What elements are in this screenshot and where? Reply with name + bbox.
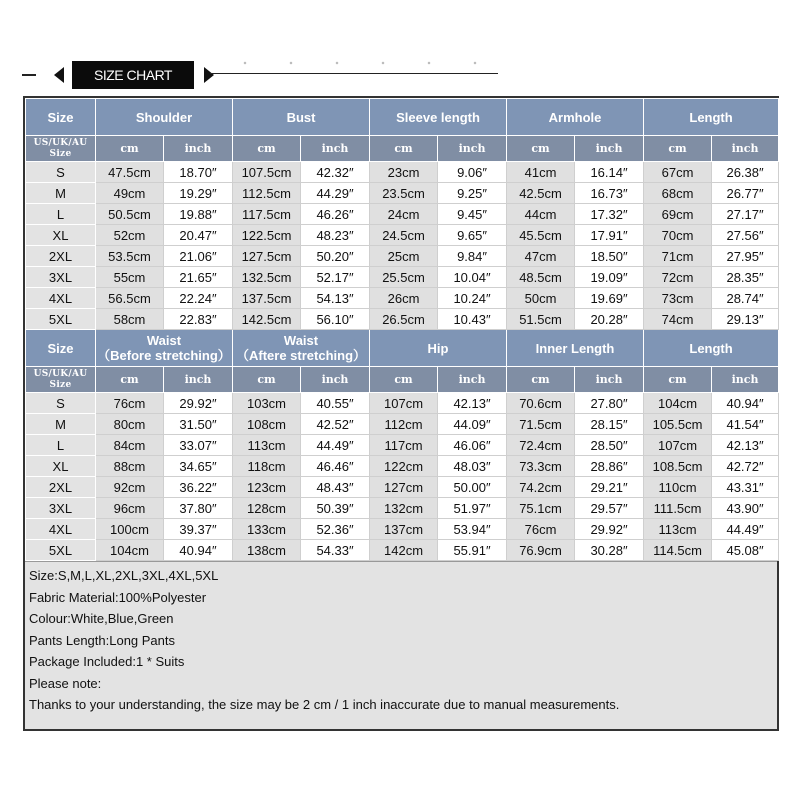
inch-value-cell: 17.91″ [575,225,644,246]
cm-value-cell: 108cm [233,414,301,435]
inch-value-cell: 26.77″ [712,183,779,204]
column-header-line1: Hip [427,340,449,356]
size-unit-label [26,136,96,162]
unit-inch: inch [438,136,507,162]
size-cell: XL [26,456,96,477]
note-fabric: Fabric Material:100%Polyester [29,589,207,605]
size-cell: M [26,414,96,435]
inch-value-cell: 31.50″ [164,414,233,435]
inch-value-cell: 42.32″ [301,162,370,183]
inch-value-cell: 44.29″ [301,183,370,204]
size-cell: 3XL [26,498,96,519]
lower-table-row [26,456,779,477]
column-header-line1: Waist [283,333,319,348]
inch-value-cell: 19.69″ [575,288,644,309]
inch-value-cell: 44.49″ [712,519,779,540]
cm-value-cell: 137cm [370,519,438,540]
inch-value-cell: 21.65″ [164,267,233,288]
cm-value-cell: 58cm [96,309,164,330]
upper-table-row [26,204,779,225]
upper-table-row [26,162,779,183]
cm-value-cell: 118cm [233,456,301,477]
cm-value-cell: 96cm [96,498,164,519]
inch-value-cell: 20.28″ [575,309,644,330]
inch-value-cell: 33.07″ [164,435,233,456]
column-header [26,330,96,367]
product-notes [25,561,777,729]
cm-value-cell: 88cm [96,456,164,477]
size-cell: 3XL [26,267,96,288]
inch-value-cell: 27.80″ [575,393,644,414]
cm-value-cell: 107cm [370,393,438,414]
cm-value-cell: 108.5cm [644,456,712,477]
inch-value-cell: 42.52″ [301,414,370,435]
size-chart [23,96,779,731]
lower-table-row [26,393,779,414]
cm-value-cell: 132cm [370,498,438,519]
cm-value-cell: 25cm [370,246,438,267]
column-header [96,330,233,367]
inch-value-cell: 46.26″ [301,204,370,225]
cm-value-cell: 113cm [233,435,301,456]
inch-value-cell: 39.37″ [164,519,233,540]
inch-value-cell: 19.88″ [164,204,233,225]
upper-table-row [26,246,779,267]
inch-value-cell: 18.50″ [575,246,644,267]
cm-value-cell: 47.5cm [96,162,164,183]
column-header: Bust [233,99,370,136]
inch-value-cell: 55.91″ [438,540,507,561]
size-unit-label-line2: Size [49,379,72,390]
inch-value-cell: 43.31″ [712,477,779,498]
note-disclaimer: Thanks to your understanding, the size may be 2 cm / 1 inch inaccurate due to manual measurements. [29,697,620,712]
cm-value-cell: 74cm [644,309,712,330]
size-cell: L [26,204,96,225]
cm-value-cell: 133cm [233,519,301,540]
unit-inch: inch [438,367,507,393]
note-colour: Colour:White,Blue,Green [29,611,174,626]
cm-value-cell: 80cm [96,414,164,435]
inch-value-cell: 42.13″ [438,393,507,414]
inch-value-cell: 19.09″ [575,267,644,288]
cm-value-cell: 113cm [644,519,712,540]
unit-cm: cm [233,136,301,162]
cm-value-cell: 73cm [644,288,712,309]
cm-value-cell: 71cm [644,246,712,267]
lower-table-row [26,519,779,540]
cm-value-cell: 107.5cm [233,162,301,183]
inch-value-cell: 9.25″ [438,183,507,204]
note-sizes: Size:S,M,L,XL,2XL,3XL,4XL,5XL [29,568,219,583]
size-unit-label [26,367,96,393]
inch-value-cell: 21.06″ [164,246,233,267]
lower-table-row [26,498,779,519]
inch-value-cell: 16.73″ [575,183,644,204]
cm-value-cell: 112.5cm [233,183,301,204]
inch-value-cell: 40.94″ [164,540,233,561]
inch-value-cell: 53.94″ [438,519,507,540]
size-cell: XL [26,225,96,246]
inch-value-cell: 27.56″ [712,225,779,246]
cm-value-cell: 56.5cm [96,288,164,309]
inch-value-cell: 42.13″ [712,435,779,456]
banner-dash-left [22,74,36,76]
column-header [507,330,644,367]
cm-value-cell: 72cm [644,267,712,288]
lower-table-body [26,330,779,561]
cm-value-cell: 127.5cm [233,246,301,267]
banner-rule [210,73,498,74]
inch-value-cell: 29.92″ [164,393,233,414]
size-cell: 4XL [26,288,96,309]
size-cell: L [26,435,96,456]
size-unit-label-line2: Size [49,148,72,159]
upper-table-row [26,183,779,204]
cm-value-cell: 55cm [96,267,164,288]
cm-value-cell: 49cm [96,183,164,204]
banner-title: SIZE CHART [72,61,194,89]
cm-value-cell: 112cm [370,414,438,435]
cm-value-cell: 122cm [370,456,438,477]
inch-value-cell: 50.39″ [301,498,370,519]
unit-cm: cm [370,367,438,393]
lower-table-row [26,435,779,456]
column-header-line1: Inner Length [535,340,615,356]
unit-inch: inch [575,367,644,393]
cm-value-cell: 26cm [370,288,438,309]
unit-inch: inch [575,136,644,162]
cm-value-cell: 51.5cm [507,309,575,330]
cm-value-cell: 76.9cm [507,540,575,561]
cm-value-cell: 50.5cm [96,204,164,225]
cm-value-cell: 25.5cm [370,267,438,288]
cm-value-cell: 67cm [644,162,712,183]
note-please-note: Please note: [29,675,102,691]
inch-value-cell: 16.14″ [575,162,644,183]
inch-value-cell: 29.57″ [575,498,644,519]
inch-value-cell: 10.24″ [438,288,507,309]
inch-value-cell: 45.08″ [712,540,779,561]
inch-value-cell: 40.94″ [712,393,779,414]
size-unit-label-line1: US/UK/AU [33,137,88,148]
column-header: Shoulder [96,99,233,136]
lower-table-row [26,414,779,435]
column-header-line1: Waist [146,333,182,348]
cm-value-cell: 111.5cm [644,498,712,519]
upper-unit-row [26,136,779,162]
column-header-line2: （Aftere stretching） [235,348,367,363]
cm-value-cell: 84cm [96,435,164,456]
cm-value-cell: 132.5cm [233,267,301,288]
inch-value-cell: 29.13″ [712,309,779,330]
size-cell: S [26,162,96,183]
inch-value-cell: 10.04″ [438,267,507,288]
inch-value-cell: 46.46″ [301,456,370,477]
cm-value-cell: 41cm [507,162,575,183]
inch-value-cell: 9.65″ [438,225,507,246]
inch-value-cell: 48.03″ [438,456,507,477]
cm-value-cell: 138cm [233,540,301,561]
column-header [370,330,507,367]
cm-value-cell: 137.5cm [233,288,301,309]
inch-value-cell: 48.23″ [301,225,370,246]
inch-value-cell: 30.28″ [575,540,644,561]
column-header: Length [644,99,779,136]
inch-value-cell: 26.38″ [712,162,779,183]
cm-value-cell: 70.6cm [507,393,575,414]
column-header: Size [26,99,96,136]
column-header-line1: Size [47,340,74,356]
inch-value-cell: 43.90″ [712,498,779,519]
cm-value-cell: 127cm [370,477,438,498]
inch-value-cell: 37.80″ [164,498,233,519]
cm-value-cell: 104cm [96,540,164,561]
column-header [644,330,779,367]
cm-value-cell: 128cm [233,498,301,519]
cm-value-cell: 114.5cm [644,540,712,561]
cm-value-cell: 73.3cm [507,456,575,477]
cm-value-cell: 42.5cm [507,183,575,204]
inch-value-cell: 50.00″ [438,477,507,498]
cm-value-cell: 71.5cm [507,414,575,435]
cm-value-cell: 123cm [233,477,301,498]
upper-table-body [26,99,779,330]
size-cell: S [26,393,96,414]
column-header: Armhole [507,99,644,136]
upper-table-row [26,288,779,309]
cm-value-cell: 110cm [644,477,712,498]
unit-inch: inch [301,367,370,393]
upper-table-row [26,309,779,330]
inch-value-cell: 20.47″ [164,225,233,246]
unit-cm: cm [370,136,438,162]
cm-value-cell: 45.5cm [507,225,575,246]
cm-value-cell: 24cm [370,204,438,225]
inch-value-cell: 52.17″ [301,267,370,288]
lower-table-row [26,540,779,561]
lower-table-row [26,477,779,498]
column-header-line2: （Before stretching） [97,348,231,363]
cm-value-cell: 44cm [507,204,575,225]
inch-value-cell: 10.43″ [438,309,507,330]
cm-value-cell: 142cm [370,540,438,561]
unit-cm: cm [507,367,575,393]
cm-value-cell: 68cm [644,183,712,204]
inch-value-cell: 28.15″ [575,414,644,435]
cm-value-cell: 122.5cm [233,225,301,246]
cm-value-cell: 23.5cm [370,183,438,204]
size-table [25,98,779,561]
unit-inch: inch [712,136,779,162]
cm-value-cell: 117cm [370,435,438,456]
inch-value-cell: 34.65″ [164,456,233,477]
note-package: Package Included:1 * Suits [29,654,185,669]
size-cell: 5XL [26,309,96,330]
cm-value-cell: 50cm [507,288,575,309]
unit-cm: cm [507,136,575,162]
size-cell: 2XL [26,246,96,267]
lower-header-row [26,330,779,367]
size-chart-banner [22,60,482,90]
column-header [233,330,370,367]
inch-value-cell: 50.20″ [301,246,370,267]
cm-value-cell: 48.5cm [507,267,575,288]
banner-arrow-right-icon [204,67,214,83]
inch-value-cell: 28.74″ [712,288,779,309]
cm-value-cell: 142.5cm [233,309,301,330]
cm-value-cell: 52cm [96,225,164,246]
inch-value-cell: 27.17″ [712,204,779,225]
inch-value-cell: 22.83″ [164,309,233,330]
cm-value-cell: 23cm [370,162,438,183]
cm-value-cell: 92cm [96,477,164,498]
column-header-line1: Length [689,340,733,356]
cm-value-cell: 117.5cm [233,204,301,225]
unit-cm: cm [96,136,164,162]
inch-value-cell: 18.70″ [164,162,233,183]
inch-value-cell: 29.21″ [575,477,644,498]
cm-value-cell: 74.2cm [507,477,575,498]
inch-value-cell: 9.06″ [438,162,507,183]
inch-value-cell: 41.54″ [712,414,779,435]
size-cell: 5XL [26,540,96,561]
inch-value-cell: 40.55″ [301,393,370,414]
inch-value-cell: 44.49″ [301,435,370,456]
cm-value-cell: 76cm [96,393,164,414]
banner-dots [222,60,498,66]
inch-value-cell: 29.92″ [575,519,644,540]
inch-value-cell: 17.32″ [575,204,644,225]
unit-inch: inch [712,367,779,393]
inch-value-cell: 28.86″ [575,456,644,477]
inch-value-cell: 56.10″ [301,309,370,330]
inch-value-cell: 51.97″ [438,498,507,519]
cm-value-cell: 24.5cm [370,225,438,246]
unit-cm: cm [233,367,301,393]
cm-value-cell: 47cm [507,246,575,267]
upper-table-row [26,267,779,288]
banner-arrow-left-icon [54,67,64,83]
size-cell: M [26,183,96,204]
cm-value-cell: 69cm [644,204,712,225]
inch-value-cell: 19.29″ [164,183,233,204]
inch-value-cell: 54.13″ [301,288,370,309]
lower-unit-row [26,367,779,393]
size-cell: 4XL [26,519,96,540]
cm-value-cell: 107cm [644,435,712,456]
inch-value-cell: 46.06″ [438,435,507,456]
cm-value-cell: 105.5cm [644,414,712,435]
inch-value-cell: 22.24″ [164,288,233,309]
upper-header-row [26,99,779,136]
cm-value-cell: 75.1cm [507,498,575,519]
inch-value-cell: 42.72″ [712,456,779,477]
inch-value-cell: 9.45″ [438,204,507,225]
inch-value-cell: 9.84″ [438,246,507,267]
cm-value-cell: 53.5cm [96,246,164,267]
inch-value-cell: 28.50″ [575,435,644,456]
column-header: Sleeve length [370,99,507,136]
unit-inch: inch [164,367,233,393]
unit-cm: cm [644,136,712,162]
inch-value-cell: 52.36″ [301,519,370,540]
inch-value-cell: 54.33″ [301,540,370,561]
cm-value-cell: 103cm [233,393,301,414]
size-unit-label-line1: US/UK/AU [33,368,88,379]
upper-table-row [26,225,779,246]
inch-value-cell: 36.22″ [164,477,233,498]
unit-inch: inch [164,136,233,162]
cm-value-cell: 100cm [96,519,164,540]
inch-value-cell: 44.09″ [438,414,507,435]
inch-value-cell: 48.43″ [301,477,370,498]
cm-value-cell: 70cm [644,225,712,246]
cm-value-cell: 76cm [507,519,575,540]
note-pants-length: Pants Length:Long Pants [29,632,176,648]
cm-value-cell: 26.5cm [370,309,438,330]
unit-cm: cm [96,367,164,393]
inch-value-cell: 28.35″ [712,267,779,288]
cm-value-cell: 104cm [644,393,712,414]
unit-cm: cm [644,367,712,393]
size-cell: 2XL [26,477,96,498]
cm-value-cell: 72.4cm [507,435,575,456]
inch-value-cell: 27.95″ [712,246,779,267]
unit-inch: inch [301,136,370,162]
